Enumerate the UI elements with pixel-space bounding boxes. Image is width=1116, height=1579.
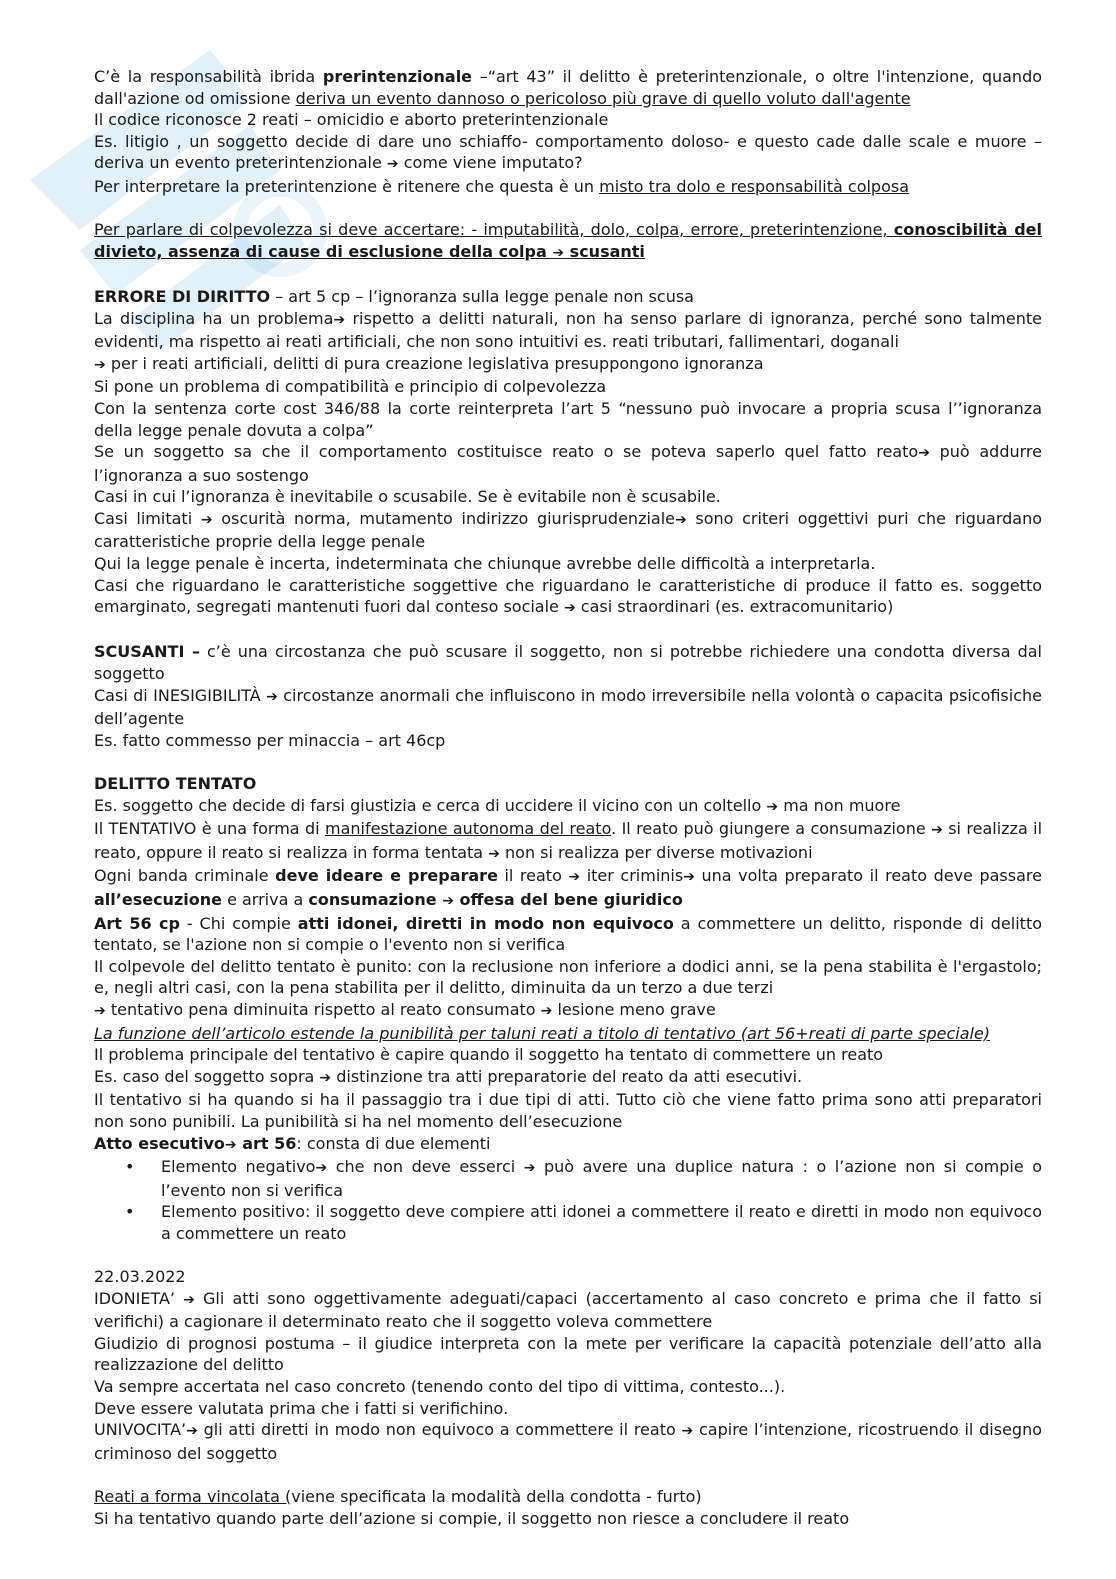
text-line: Ogni banda criminale deve ideare e preparare il reato ➔ iter criminis➔ una volta preparato il reato deve passare all’esecuzione e arriva a consumazione ➔ offesa del bene giuridico (94, 866, 1042, 909)
arrow-icon: ➔ (552, 244, 565, 261)
text-line: IDONIETA’ ➔ Gli atti sono oggettivamente adeguati/capaci (accertamento al caso concreto e prima che il fatto si verifichi) a cagionare il determinato reato che il soggetto voleva commettere (94, 1288, 1042, 1332)
bullet-icon: • (125, 1202, 135, 1222)
arrow-icon: ➔ (683, 869, 695, 886)
text-line: Deve essere valutata prima che i fatti si verifichino. (94, 1398, 509, 1418)
text-line: Il problema principale del tentativo è capire quando il soggetto ha tentato di commettere un reato (94, 1045, 884, 1065)
section-scusanti: SCUSANTI – c’è una circostanza che può scusare il soggetto, non si potrebbe richiedere una condotta diversa dal soggetto (94, 642, 1042, 684)
bullet-list (94, 1156, 1042, 1244)
text-line: Casi che riguardano le caratteristiche soggettive che riguardano le caratteristiche di produce il fatto es. soggetto emarginato, segregati mantenuti fuori dal conteso sociale ➔ casi straordinari (es. extracomunitario) (94, 575, 1042, 617)
text-line: La disciplina ha un problema➔ rispetto a delitti naturali, non ha senso parlare di ignoranza, perché sono talmente evidenti, ma rispetto ai reati artificiali, che non sono intuitivi es. reati tributari, fallimentari, doganali (94, 308, 1042, 352)
text-line: Atto esecutivo➔ art 56: consta di due elementi (94, 1133, 491, 1153)
text-line: Il codice riconosce 2 reati – omicidio e aborto preterintenzionale (94, 110, 609, 130)
text-line: Art 56 cp - Chi compie atti idonei, diretti in modo non equivoco a commettere un delitto, risponde di delitto tentato, se l'azione non si compie o l'evento non si verifica (94, 913, 1043, 955)
arrow-icon: ➔ (675, 511, 687, 528)
section-reati-forma-vincolata: Reati a forma vincolata (viene specificata la modalità della condotta - furto) (94, 1487, 702, 1506)
arrow-icon: ➔ (931, 822, 943, 839)
text-line: Qui la legge penale è incerta, indeterminata che chiunque avrebbe delle difficoltà a interpretarla. (94, 554, 876, 574)
arrow-icon: ➔ (266, 688, 278, 705)
text-line: Giudizio di prognosi postuma – il giudice interpreta con la mete per verificare la capacità potenziale dell’atto alla realizzazione del delitto (94, 1333, 1042, 1375)
arrow-icon: ➔ (224, 1136, 237, 1153)
arrow-icon: ➔ (918, 445, 930, 462)
text-line: Es. litigio , un soggetto decide di dare uno schiaffo- comportamento doloso- e questo cade dalle scale e muore – deriva un evento preterintenzionale ➔ come viene imputato? (94, 131, 1042, 173)
text-line: Per interpretare la preterintenzione è ritenere che questa è un misto tra dolo e responsabilità colposa (94, 176, 910, 196)
arrow-icon: ➔ (568, 869, 581, 886)
text-line: Il colpevole del delitto tentato è punito: con la reclusione non inferiore a dodici anni, se la pena stabilita è l'ergastolo; e, negli altri casi, con la pena stabilita per il delitto, diminuita da un terzo a due terzi (94, 956, 1042, 998)
document-body (94, 66, 1042, 1529)
arrow-icon: ➔ (540, 1002, 553, 1019)
arrow-icon: ➔ (315, 1160, 328, 1177)
section-errore-di-diritto: ERRORE DI DIRITTO – art 5 cp – l’ignoranza sulla legge penale non scusa (94, 286, 694, 306)
list-item: • Elemento negativo➔ che non deve esserci ➔ può avere una duplice natura : o l’azione non si compie o l’evento non si verifica (125, 1157, 1043, 1200)
list-item: • Elemento positivo: il soggetto deve compiere atti idonei a commettere il reato e diretti in modo non equivoco a commettere un reato (125, 1202, 1042, 1243)
text-line: ➔ per i reati artificiali, delitti di pura creazione legislativa presuppongono ignoranza (94, 353, 764, 373)
paragraph-preterintenzionale: C’è la responsabilità ibrida prerintenzionale –“art 43” il delitto è preterintenzionale, o oltre l'intenzione, quando dall'azione od omissione deriva un evento dannoso o pericoloso più grave di quello voluto dall'agente (94, 67, 1043, 108)
arrow-icon: ➔ (186, 1423, 198, 1440)
text-line: La funzione dell’articolo estende la punibilità per taluni reati a titolo di tentativo (art 56+reati di parte speciale) (94, 1023, 991, 1043)
text-line: Se un soggetto sa che il comportamento costituisce reato o se poteva saperlo quel fatto reato➔ può addurre l’ignoranza a suo sostengo (94, 442, 1042, 485)
arrow-icon: ➔ (94, 1002, 106, 1019)
text-line: Va sempre accertata nel caso concreto (tenendo conto del tipo di vittima, contesto...). (94, 1377, 786, 1397)
date-heading: 22.03.2022 (94, 1267, 186, 1287)
text-line: Si ha tentativo quando parte dell’azione si compie, il soggetto non riesce a concludere il reato (94, 1508, 850, 1528)
section-delitto-tentato: DELITTO TENTATO (94, 774, 257, 793)
text-line: Con la sentenza corte cost 346/88 la corte reinterpreta l’art 5 “nessuno può invocare a propria scusa l’’ignoranza della legge penale dovuta a colpa” (94, 398, 1042, 440)
arrow-icon: ➔ (766, 798, 779, 815)
text-line: Si pone un problema di compatibilità e principio di colpevolezza (94, 377, 607, 397)
arrow-icon: ➔ (183, 1291, 195, 1308)
text-line: Il tentativo si ha quando si ha il passaggio tra i due tipi di atti. Tutto ciò che viene fatto prima sono atti preparatori non sono punibili. La punibilità si ha nel momento dell’esecuzione (94, 1090, 1042, 1131)
arrow-icon: ➔ (523, 1160, 536, 1177)
arrow-icon: ➔ (333, 311, 346, 328)
arrow-icon: ➔ (488, 845, 500, 862)
arrow-icon: ➔ (386, 156, 399, 173)
text-line: Es. soggetto che decide di farsi giustizia e cerca di uccidere il vicino con un coltello ➔ ma non muore (94, 795, 901, 815)
arrow-icon: ➔ (94, 356, 106, 373)
arrow-icon: ➔ (442, 892, 454, 909)
text-line: Casi di INESIGIBILITÀ ➔ circostanze anormali che influiscono in modo irreversibile nella volontà o capacita psicofisiche dell’agente (94, 685, 1042, 729)
paragraph-colpevolezza: Per parlare di colpevolezza si deve accertare: - imputabilità, dolo, colpa, errore, preterintenzione, conoscibilità del divieto, assenza di cause di esclusione della colpa ➔ scusanti (94, 220, 1043, 261)
text-line: ➔ tentativo pena diminuita rispetto al reato consumato ➔ lesione meno grave (94, 999, 716, 1019)
arrow-icon: ➔ (200, 511, 213, 528)
text-line: Es. caso del soggetto sopra ➔ distinzione tra atti preparatorie del reato da atti esecutivi. (94, 1066, 803, 1086)
bullet-icon: • (125, 1157, 135, 1177)
text-line: Casi in cui l’ignoranza è inevitabile o scusabile. Se è evitabile non è scusabile. (94, 487, 721, 507)
text-line: Es. fatto commesso per minaccia – art 46cp (94, 730, 446, 750)
text-line: UNIVOCITA’➔ gli atti diretti in modo non equivoco a commettere il reato ➔ capire l’intenzione, ricostruendo il disegno criminoso del soggetto (94, 1420, 1043, 1463)
text-line: Il TENTATIVO è una forma di manifestazione autonoma del reato. Il reato può giungere a consumazione ➔ si realizza il reato, oppure il reato si realizza in forma tentata ➔ non si realizza per diverse motivazioni (94, 819, 1043, 862)
arrow-icon: ➔ (319, 1069, 332, 1086)
text-line: Casi limitati ➔ oscurità norma, mutamento indirizzo giurisprudenziale➔ sono criteri oggettivi puri che riguardano caratteristiche proprie della legge penale (94, 508, 1043, 552)
arrow-icon: ➔ (681, 1423, 694, 1440)
arrow-icon: ➔ (563, 600, 576, 617)
